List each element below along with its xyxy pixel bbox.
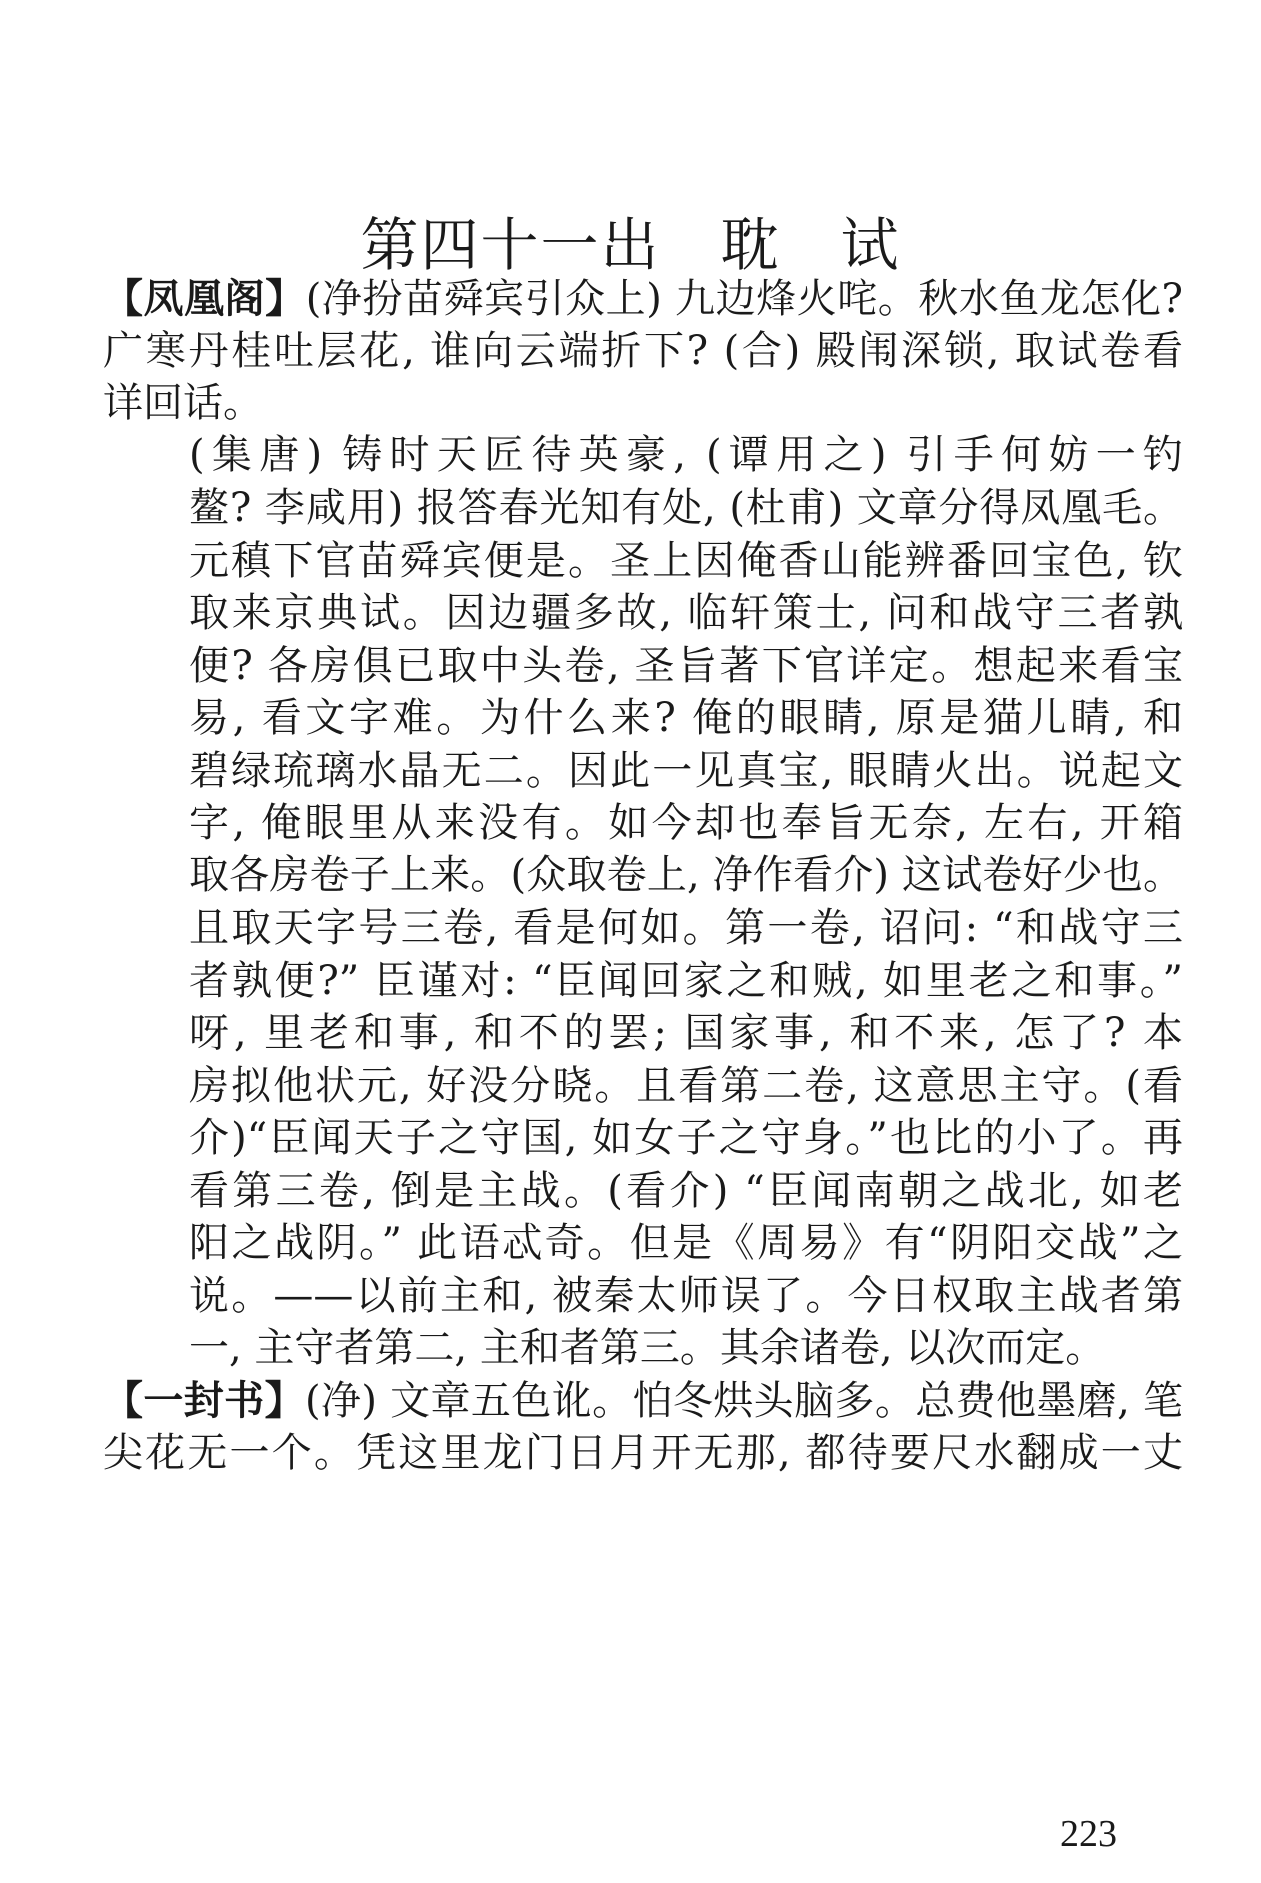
aria-line (103, 276, 1184, 322)
speech-line: 说。——以前主和, 被秦太师误了。今日权取主战者第 (189, 1273, 1183, 1319)
speech-line: 介)“臣闻天子之守国, 如女子之守身。”也比的小了。再 (189, 1115, 1183, 1161)
speech-line: 者孰便?” 臣谨对: “臣闻回家之和贼, 如里老之和事。” (189, 958, 1183, 1004)
speech-line: 元稹下官苗舜宾便是。圣上因俺香山能辨番回宝色, 钦 (189, 538, 1183, 584)
speech-line: 看第三卷, 倒是主战。(看介) “臣闻南朝之战北, 如老 (189, 1168, 1183, 1214)
aria-line (103, 1378, 1184, 1424)
speech-line: 呀, 里老和事, 和不的罢; 国家事, 和不来, 怎了? 本 (189, 1010, 1183, 1056)
aria-line: 详回话。 (103, 380, 263, 426)
chapter-title: 第四十一出 耽 试 (360, 211, 901, 279)
speech-line: 阳之战阴。” 此语忒奇。但是《周易》有“阴阳交战”之 (189, 1220, 1183, 1266)
speech-line: 易, 看文字难。为什么来? 俺的眼睛, 原是猫儿睛, 和 (189, 695, 1183, 741)
tune-name: 【一封书】 (103, 1378, 305, 1424)
speech-line: 一, 主守者第二, 主和者第三。其余诸卷, 以次而定。 (189, 1325, 1106, 1371)
aria-line: 尖花无一个。凭这里龙门日月开无那, 都待要尺水翻成一丈 (103, 1430, 1183, 1476)
speech-line: 字, 俺眼里从来没有。如今却也奉旨无奈, 左右, 开箱 (189, 800, 1183, 846)
tune-name: 【凤凰阁】 (103, 276, 306, 322)
speech-line: 且取天字号三卷, 看是何如。第一卷, 诏问: “和战守三 (189, 905, 1183, 951)
speech-line: (集唐) 铸时天匠待英豪, (谭用之) 引手何妨一钓 (189, 432, 1183, 478)
speech-line: 房拟他状元, 好没分晓。且看第二卷, 这意思主守。(看 (189, 1063, 1183, 1109)
speech-line: 碧绿琉璃水晶无二。因此一见真宝, 眼睛火出。说起文 (189, 748, 1183, 794)
aria-text: (净扮苗舜宾引众上) 九边烽火咤。秋水鱼龙怎化? (305, 276, 1184, 322)
aria-line: 广寒丹桂吐层花, 谁向云端折下? (合) 殿闱深锁, 取试卷看 (103, 328, 1183, 374)
speech-line: 取来京典试。因边疆多故, 临轩策士, 问和战守三者孰 (189, 590, 1183, 636)
aria-text: (净) 文章五色讹。怕冬烘头脑多。总费他墨磨, 笔 (304, 1378, 1184, 1424)
speech-line: 鳌? 李咸用) 报答春光知有处, (杜甫) 文章分得凤凰毛。 (189, 485, 1183, 531)
speech-line: 便? 各房俱已取中头卷, 圣旨著下官详定。想起来看宝 (189, 643, 1183, 689)
page-number: 223 (1060, 1813, 1117, 1855)
speech-line: 取各房卷子上来。(众取卷上, 净作看介) 这试卷好少也。 (189, 852, 1183, 898)
